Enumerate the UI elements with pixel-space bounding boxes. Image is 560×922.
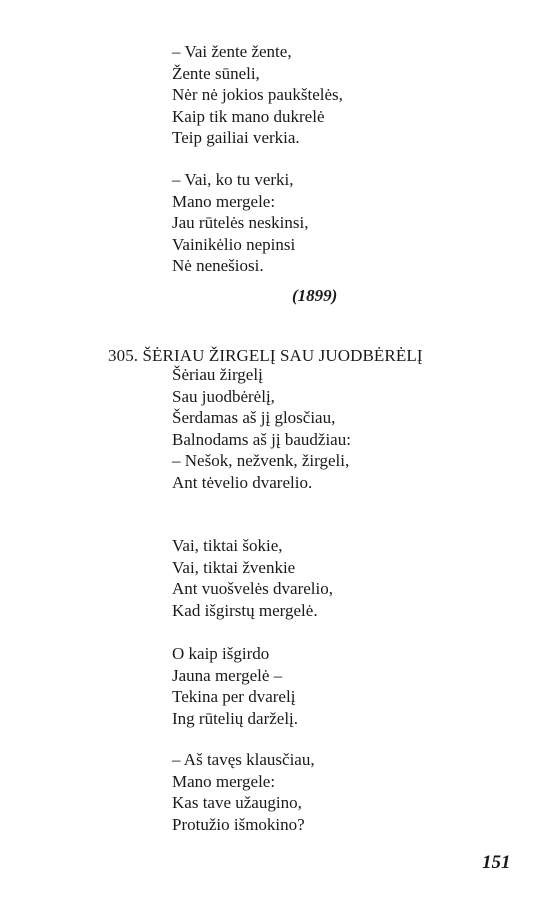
verse-line: Kaip tik mano dukrelė (172, 106, 325, 126)
verse-line: Šėriau žirgelį (172, 365, 263, 384)
verse-line: Ant tėvelio dvarelio. (172, 472, 313, 492)
poem-heading: 305. ŠĖRIAU ŽIRGELĮ SAU JUODBĖRĖLĮ (108, 346, 423, 365)
verse-line: Vai, tiktai šokie, (172, 536, 283, 555)
poem-305-stanza-2 (172, 535, 333, 621)
poem-date: (1899) (292, 286, 338, 305)
verse-line: Protužio išmokino? (172, 814, 305, 834)
verse-line: Kad išgirstų mergelė. (172, 600, 318, 620)
verse-line: Vai, tiktai žvenkie (172, 557, 296, 577)
verse-line: Ing rūtelių darželį. (172, 708, 299, 728)
verse-line: Jau rūtelės neskinsi, (172, 213, 309, 232)
page-number: 151 (482, 852, 511, 873)
verse-line: – Vai, ko tu verki, (172, 170, 294, 189)
poem-305-stanza-3 (172, 643, 298, 729)
verse-line: Mano mergele: (172, 771, 276, 791)
verse-line: Balnodams aš jį baudžiau: (172, 429, 351, 449)
verse-line: Kas tave užaugino, (172, 793, 302, 812)
verse-line: Nė nenešiosi. (172, 256, 264, 275)
poem-304-stanza-1 (172, 41, 343, 149)
verse-line: Žente sūneli, (172, 63, 260, 83)
verse-line: Ant vuošvelės dvarelio, (172, 579, 333, 598)
verse-line: Nėr nė jokios paukštelės, (172, 85, 343, 104)
verse-line: Tekina per dvarelį (172, 687, 296, 706)
verse-line: – Nešok, nežvenk, žirgeli, (172, 451, 350, 470)
verse-line: Sau juodbėrėlį, (172, 386, 275, 406)
verse-line: – Vai žente žente, (172, 42, 292, 61)
poem-305-stanza-1 (172, 364, 351, 493)
verse-line: O kaip išgirdo (172, 644, 270, 663)
poem-305-stanza-4 (172, 749, 315, 835)
verse-line: Jauna mergelė – (172, 665, 283, 685)
verse-line: – Aš tavęs klausčiau, (172, 750, 315, 769)
verse-line: Teip gailiai verkia. (172, 128, 300, 147)
verse-line: Mano mergele: (172, 191, 276, 211)
poem-304-stanza-2 (172, 169, 308, 277)
verse-line: Vainikėlio nepinsi (172, 234, 296, 254)
verse-line: Šerdamas aš jį glosčiau, (172, 408, 336, 427)
